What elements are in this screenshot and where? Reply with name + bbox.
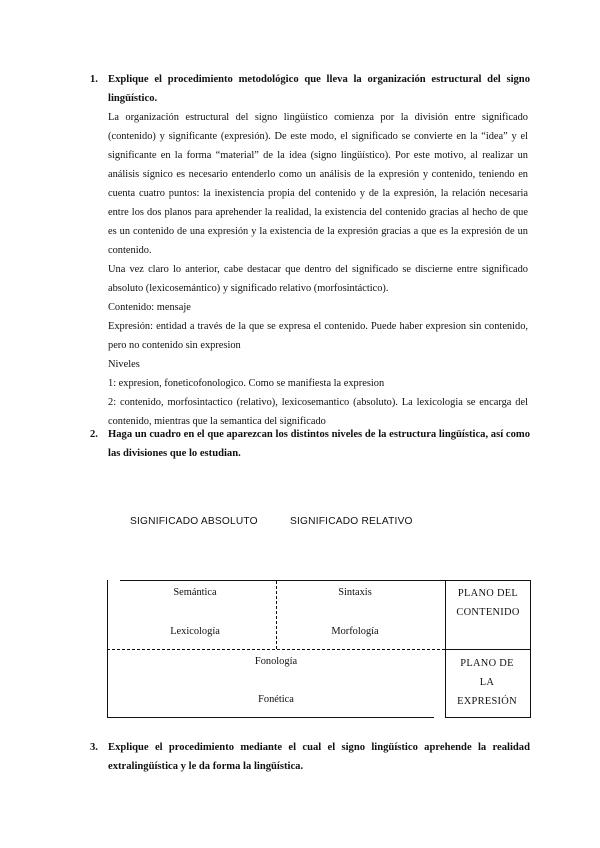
cell-lexicologia: Lexicología bbox=[170, 626, 220, 637]
header-significado-relativo: SIGNIFICADO RELATIVO bbox=[290, 516, 413, 527]
row-divider-dashed bbox=[107, 649, 445, 650]
answer-1-paragraph-7: 2: contenido, morfosintactico (relativo), lexicosemantico (absoluto). La lexicologia se encarga del contenido, mientras que la semantica del significado bbox=[108, 397, 528, 427]
answer-1 bbox=[108, 108, 528, 431]
answer-1-paragraph-6: 1: expresion, foneticofonologico. Como se manifiesta la expresion bbox=[108, 378, 385, 389]
header-significado-absoluto: SIGNIFICADO ABSOLUTO bbox=[130, 516, 258, 527]
question-1-number: 1. bbox=[90, 74, 98, 85]
cell-fonologia: Fonología bbox=[254, 656, 298, 667]
question-1-text: Explique el procedimiento metodológico que lleva la organización estructural del signo lingüístico. bbox=[108, 74, 530, 104]
table-bottom-border-right bbox=[446, 717, 531, 718]
answer-1-paragraph-5: Niveles bbox=[108, 359, 140, 370]
table-top-border bbox=[120, 580, 531, 581]
cell-semantica: Semántica bbox=[173, 587, 217, 598]
answer-1-paragraph-2: Una vez claro lo anterior, cabe destacar que dentro del significado se discierne entre significado absoluto (lexicosemántico) y significado relativo (morfosintáctico). bbox=[108, 264, 528, 294]
answer-1-paragraph-4: Expresión: entidad a través de la que se expresa el contenido. Puede haber expresion sin contenido, pero no contenido sin expresion bbox=[108, 321, 528, 351]
question-3 bbox=[90, 738, 530, 776]
row-divider-plano bbox=[445, 649, 531, 650]
cell-plano-del-contenido: PLANO DEL CONTENIDO bbox=[456, 588, 520, 618]
question-2-number: 2. bbox=[90, 429, 98, 440]
question-2 bbox=[90, 425, 530, 463]
cell-plano-de-la-expresion: PLANO DE LA EXPRESIÓN bbox=[457, 658, 517, 707]
question-3-text: Explique el procedimiento mediante el cual el signo lingüístico aprehende la realidad extralingüística y le da forma la lingüística. bbox=[108, 742, 530, 772]
column-divider-dashed bbox=[276, 581, 277, 649]
cell-sintaxis: Sintaxis bbox=[338, 587, 372, 598]
cell-fonetica: Fonética bbox=[258, 694, 294, 705]
question-2-text: Haga un cuadro en el que aparezcan los distintos niveles de la estructura lingüística, así como las divisiones que lo estudian. bbox=[108, 429, 530, 459]
answer-1-paragraph-3: Contenido: mensaje bbox=[108, 302, 191, 313]
question-1 bbox=[90, 70, 530, 108]
question-3-number: 3. bbox=[90, 742, 98, 753]
table-bottom-border-left bbox=[107, 717, 434, 718]
cell-morfologia: Morfología bbox=[331, 626, 379, 637]
answer-1-paragraph-1: La organización estructural del signo lingüístico comienza por la división entre significado (contenido) y significante (expresión). De este modo, el significado se convierte en la “idea” y el significante en la forma “material” de la idea (signo lingüístico). Por este motivo, al realizar un análisis sígnico es necesario entenderlo como un análisis de la expresión y contenido, teniendo en cuenta cuatro puntos: la inexistencia propia del contenido y de la expresión, la relación necesaria entre los dos planos para aprehender la realidad, la existencia del contenido gracias al hecho de que es un contenido de una expresión y la existencia de la expresión gracias a que es la expresión de un contenido. bbox=[108, 112, 528, 256]
